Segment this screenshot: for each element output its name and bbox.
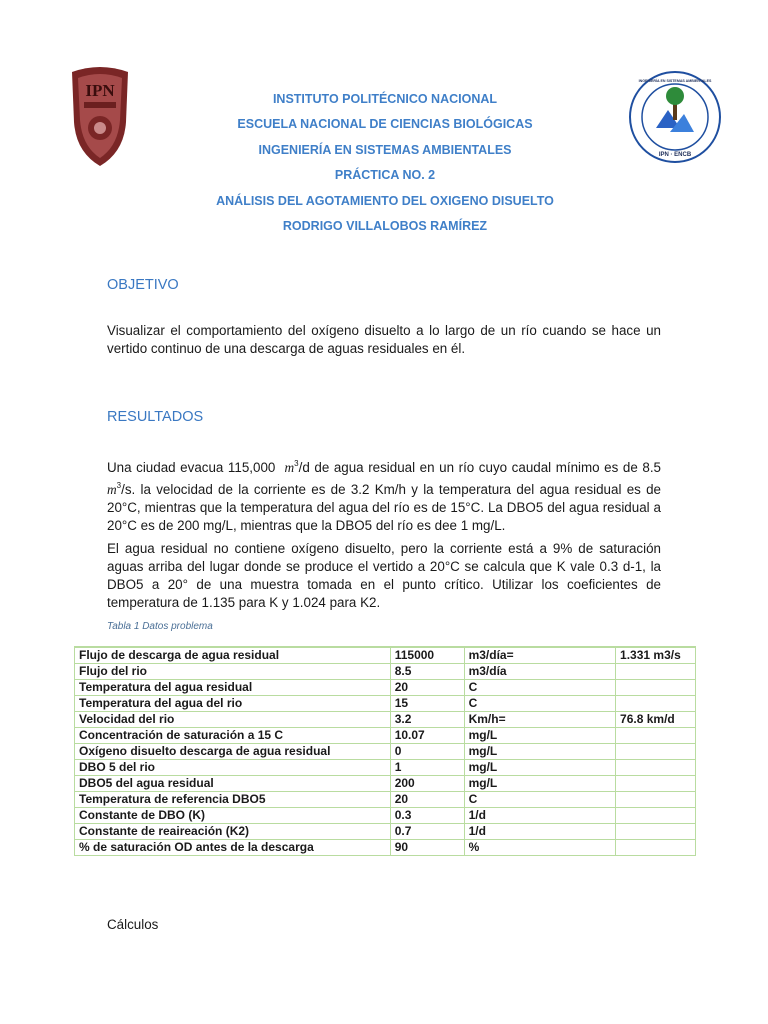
data-table (74, 646, 696, 856)
isa-logo-ipn: IPN (658, 152, 669, 158)
svg-text:IPN · ENCB: IPN · ENCB (658, 152, 692, 158)
table-cell: 20 (390, 680, 464, 696)
results-paragraph-2: El agua residual no contiene oxígeno disuelto, pero la corriente está a 9% de saturación aguas arriba del lugar donde se produce el vertido a 20°C se calcula que K vale 0.3 d-1, la DBO5 a 20° de una muestra tomada en el punto crítico. Utilizar los coeficientes de temperatura de 1.135 para K y 1.024 para K2. (107, 541, 661, 610)
table-cell: % de saturación OD antes de la descarga (75, 840, 391, 856)
calculations-heading: Cálculos (107, 917, 159, 932)
table-cell: DBO5 del agua residual (75, 776, 391, 792)
table-cell: mg/L (464, 728, 615, 744)
table-cell: mg/L (464, 776, 615, 792)
table-row (75, 776, 696, 792)
header-institution: INSTITUTO POLITÉCNICO NACIONAL (272, 92, 498, 106)
table-row (75, 728, 696, 744)
table-cell: 1/d (464, 824, 615, 840)
table-cell (616, 776, 696, 792)
table-cell: Flujo de descarga de agua residual (75, 647, 391, 664)
table-cell (616, 728, 696, 744)
table-cell: 1.331 m3/s (616, 647, 696, 664)
table-cell: Flujo del rio (75, 664, 391, 680)
table-row (75, 760, 696, 776)
table-row (75, 744, 696, 760)
table-cell: 0.7 (390, 824, 464, 840)
header-title: ANÁLISIS DEL AGOTAMIENTO DEL OXIGENO DISUELTO (216, 193, 554, 208)
table-row (75, 824, 696, 840)
table-cell (616, 664, 696, 680)
table-cell: DBO 5 del rio (75, 760, 391, 776)
ipn-logo (64, 62, 136, 170)
table-row (75, 792, 696, 808)
table-cell (616, 808, 696, 824)
ipn-logo-text: IPN (85, 81, 115, 100)
table-cell (616, 840, 696, 856)
table-cell: C (464, 696, 615, 712)
table-cell: mg/L (464, 760, 615, 776)
table-cell (616, 744, 696, 760)
table-row (75, 712, 696, 728)
table-row (75, 808, 696, 824)
table-cell: Km/h= (464, 712, 615, 728)
results-p1-a: Una ciudad evacua 115,000 (107, 460, 276, 475)
table-cell: 90 (390, 840, 464, 856)
table-cell: Temperatura del agua residual (75, 680, 391, 696)
table-cell: C (464, 792, 615, 808)
header-school: ESCUELA NACIONAL DE CIENCIAS BIOLÓGICAS (237, 117, 533, 132)
unit-m3-2: m (107, 482, 117, 497)
table-cell: m3/día= (464, 647, 615, 664)
table-row (75, 680, 696, 696)
table-cell: Velocidad del rio (75, 712, 391, 728)
isa-encb-logo (628, 70, 722, 164)
table-cell: Temperatura de referencia DBO5 (75, 792, 391, 808)
table-cell: 200 (390, 776, 464, 792)
table-cell: 8.5 (390, 664, 464, 680)
unit-exp-2: 3 (116, 481, 122, 490)
document-header (150, 90, 620, 242)
table-cell (616, 760, 696, 776)
table-cell: Constante de DBO (K) (75, 808, 391, 824)
table-cell: 20 (390, 792, 464, 808)
table-row (75, 664, 696, 680)
table-row (75, 696, 696, 712)
table-cell (616, 680, 696, 696)
table-cell: Constante de reaireación (K2) (75, 824, 391, 840)
results-p1-b: /d de agua residual en un río cuyo caudal mínimo es de 8.5 (298, 460, 661, 475)
header-practice: PRÁCTICA NO. 2 (334, 168, 436, 183)
table-cell: Temperatura del agua del rio (75, 696, 391, 712)
table-cell: mg/L (464, 744, 615, 760)
table-cell: 15 (390, 696, 464, 712)
unit-exp-1: 3 (294, 459, 299, 468)
table-cell: 10.07 (390, 728, 464, 744)
table-row (75, 840, 696, 856)
isa-logo-encb: ENCB (674, 152, 692, 158)
results-paragraph-1 (107, 455, 661, 535)
table-cell: C (464, 680, 615, 696)
table-cell: 1/d (464, 808, 615, 824)
header-author: RODRIGO VILLALOBOS RAMÍREZ (282, 218, 488, 233)
table-caption: Tabla 1 Datos problema (107, 621, 213, 632)
table-cell: 0.3 (390, 808, 464, 824)
table-cell: m3/día (464, 664, 615, 680)
objective-text: Visualizar el comportamiento del oxígeno disuelto a lo largo de un río cuando se hace un vertido continuo de una descarga de aguas residuales en él. (107, 323, 661, 356)
isa-logo-top-text: INGENIERÍA EN SISTEMAS AMBIENTALES (638, 79, 712, 83)
table-cell: 3.2 (390, 712, 464, 728)
objective-heading: OBJETIVO (107, 277, 179, 293)
table-cell (616, 792, 696, 808)
header-program: INGENIERÍA EN SISTEMAS AMBIENTALES (258, 142, 512, 157)
table-cell: Concentración de saturación a 15 C (75, 728, 391, 744)
results-p1-c: /s. la velocidad de la corriente es de 3.2 Km/h y la temperatura del agua residual es de 20°C, mientras que la temperatura del agua del río es de 15°C. La DBO5 del agua residual a 20°C es de 200 mg/L, mientras que la DBO5 del río es dee 1 mg/L. (107, 482, 661, 533)
table-cell: Oxígeno disuelto descarga de agua residual (75, 744, 391, 760)
table-cell: 76.8 km/d (616, 712, 696, 728)
table-cell (616, 824, 696, 840)
results-heading: RESULTADOS (107, 409, 204, 425)
table-row (75, 647, 696, 664)
table-cell: 115000 (390, 647, 464, 664)
data-table-body (75, 647, 696, 856)
unit-m3-1: m (284, 460, 295, 475)
table-cell: % (464, 840, 615, 856)
table-cell: 1 (390, 760, 464, 776)
table-cell: 0 (390, 744, 464, 760)
table-cell (616, 696, 696, 712)
